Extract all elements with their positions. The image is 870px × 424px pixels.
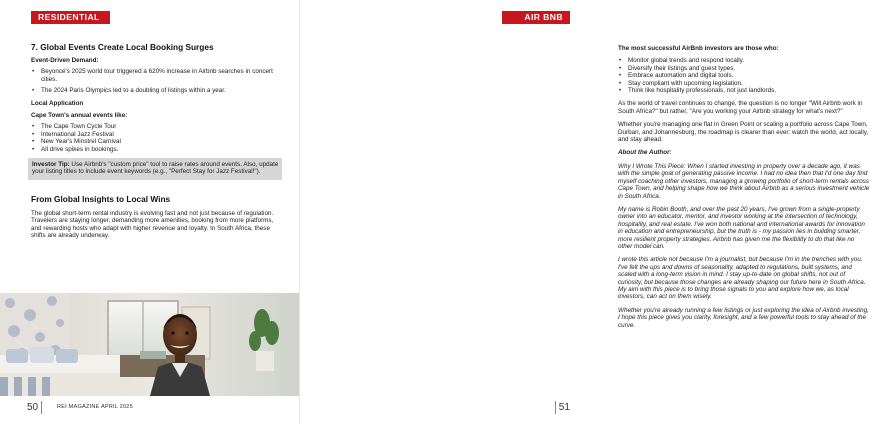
- list-item: • Monitor global trends and respond locally.: [618, 57, 870, 64]
- author-paragraph: Why I Wrote This Piece: When I started investing in property over a decade ago, it was with the simple goal of generating passive income. I had no idea then that I'd one day find myself coaching other investors, managing a growing portfolio of short-term rentals across Cape Town, and helping shape how we think about Airbnb as a serious investment vehicle in South Africa.: [618, 162, 870, 200]
- successful-investors-heading: The most successful AirBnb investors are those who:: [618, 45, 779, 52]
- tip-label: Investor Tip:: [32, 161, 70, 169]
- page-number-51: 51: [558, 402, 570, 414]
- list-item: • The 2024 Paris Olympics led to a doubling of listings within a year.: [31, 87, 281, 94]
- section-tag-residential: RESIDENTIAL: [31, 11, 110, 24]
- list-item: • Stay compliant with upcoming legislation.: [618, 80, 870, 87]
- section-2-title: From Global Insights to Local Wins: [31, 193, 171, 204]
- body-paragraph: As the world of travel continues to change, the question is no longer "Will Airbnb work in South Africa?" but rather, "Are you working your Airbnb strategy for what's next?": [618, 100, 863, 115]
- list-item: • Think like hospitality professionals, not just landlords.: [618, 87, 870, 94]
- right-page: [300, 0, 870, 424]
- list-item: • Embrace automation and digital tools.: [618, 72, 870, 79]
- right-page-number: [555, 401, 570, 414]
- list-item: • The Cape Town Cycle Tour: [31, 123, 281, 130]
- investor-tip-box: [28, 158, 282, 180]
- body-paragraph: Whether you're managing one flat in Green Point or scaling a portfolio across Cape Town, Durban, and Johannesburg, the roadmap is clearer than ever: watch the world, act locally, and stay ahead.: [618, 121, 869, 144]
- section-title: 7. Global Events Create Local Booking Surges: [31, 42, 214, 52]
- tip-text: Use Airbnb's "custom price" tool to raise rates around events. Also, update your listing titles to include event keywords (e.g., "Perfect Stay for Jazz Festival!").: [32, 161, 279, 176]
- left-column: [31, 42, 281, 240]
- demand-list: [31, 68, 281, 94]
- successful-investors-list: [618, 57, 870, 94]
- list-item: • International Jazz Festival: [31, 131, 281, 138]
- cape-town-events-list: [31, 123, 281, 153]
- list-item: • Beyoncé's 2025 world tour triggered a 620% increase in Airbnb searches in concert cities.: [31, 68, 281, 83]
- section-2-body: The global short-term rental industry is evolving fast and not just because of regulation. Travelers are staying longer, demanding more amenities, booking from more platforms, and rewarding hosts who adapt with higher revenue and loyalty. In South Africa, these shifts are already underway.: [31, 209, 274, 240]
- author-paragraph: Whether you're already running a few listings or just exploring the idea of Airbnb investing, I hope this piece gives you clarity, foresight, and a few powerful tools to stay ahead of the curve.: [618, 306, 869, 329]
- author-paragraph: I wrote this article not because I'm a journalist, but because I'm in the trenches with you. I've felt the ups and downs of seasonality, adapted to regulations, built systems, and scaled with a long-term vision in mind. I stay up-to-date on global shifts, not out of curiosity, but because those changes are already shaping our future here in South Africa. My aim with this piece is to bring those signals to you and explore how we, as local investors, can act on them wisely.: [618, 256, 866, 301]
- folio-divider: [41, 401, 42, 414]
- right-column: [618, 45, 870, 329]
- section-tag-airbnb: AIR BNB: [502, 11, 570, 24]
- left-page: [0, 0, 300, 424]
- local-application-heading: Local Application: [31, 99, 84, 107]
- author-paragraph: My name is Robin Booth, and over the past 20 years, I've grown from a single-property owner into an educator, mentor, and investor working at the intersection of technology, hospitality, and real estate. I've won both national and international awards for innovation in education and entrepreneurship, but the truth is - my passion lies in building smarter, more resilient property strategies. Airbnb has given me the flexibility to do that like no other model can.: [618, 205, 865, 250]
- list-item: • New Year's Minstrel Carnival: [31, 138, 281, 145]
- bedroom-portrait-photo: [0, 293, 300, 396]
- folio-divider: [555, 401, 556, 414]
- magazine-issue: REI MAGAZINE APRIL 2025: [57, 404, 133, 410]
- left-page-number: [27, 401, 42, 414]
- about-author-heading: About the Author:: [618, 149, 672, 157]
- list-item: • All drive spikes in bookings.: [31, 146, 281, 153]
- list-item: • Diversify their listings and guest types.: [618, 65, 870, 72]
- demand-heading: Event-Driven Demand:: [31, 57, 99, 64]
- cape-town-heading: Cape Town's annual events like:: [31, 112, 128, 120]
- page-number-50: 50: [27, 402, 39, 414]
